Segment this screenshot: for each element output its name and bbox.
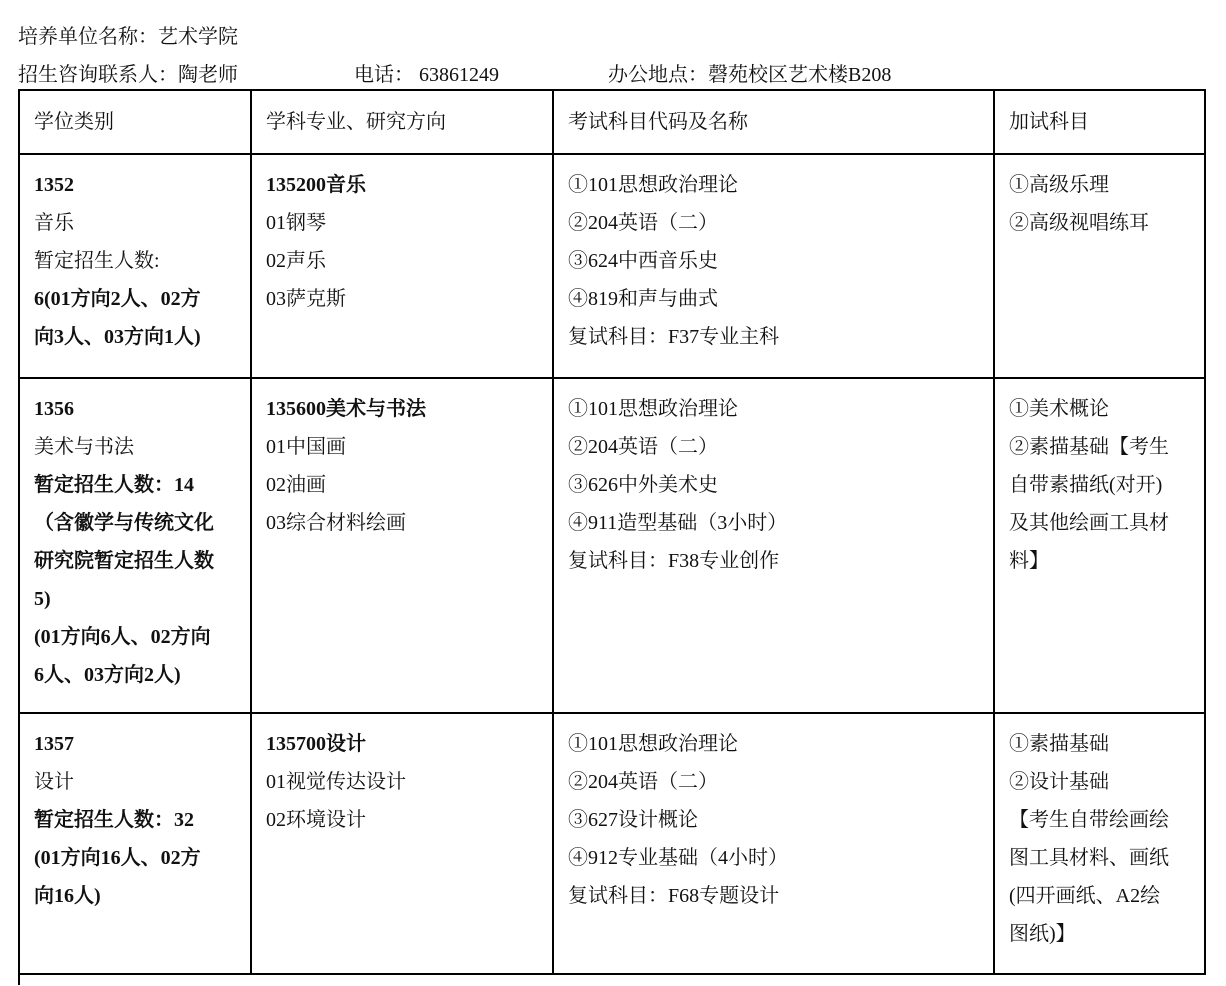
- major-direction-cell: [251, 378, 553, 713]
- cell-line: 01钢琴: [266, 212, 326, 234]
- major-direction-cell: [251, 154, 553, 378]
- cell-line: 图工具材料、画纸: [1009, 847, 1169, 869]
- column-header: 考试科目代码及名称: [553, 90, 994, 154]
- cell-line: 复试科目：F68专题设计: [568, 885, 780, 907]
- cell-line: ③627设计概论: [568, 809, 698, 831]
- cell-line: 03萨克斯: [266, 288, 346, 310]
- extra-subjects-cell: [994, 378, 1205, 713]
- cell-line: ③626中外美术史: [568, 474, 718, 496]
- major-direction-cell: [251, 713, 553, 974]
- cell-line: ④819和声与曲式: [568, 288, 718, 310]
- cell-line: ④911造型基础（3小时）: [568, 512, 788, 534]
- office-location: 办公地点：磬苑校区艺术楼B208: [608, 64, 892, 86]
- cell-line: 复试科目：F38专业创作: [568, 550, 780, 572]
- cell-line: 向16人): [34, 885, 101, 907]
- cell-line: 料】: [1009, 550, 1049, 572]
- degree-category-cell: [19, 713, 251, 974]
- cell-line: ②204英语（二）: [568, 436, 718, 458]
- column-header: 加试科目: [994, 90, 1205, 154]
- cell-line: 6(01方向2人、02方: [34, 288, 201, 310]
- cell-line: （含徽学与传统文化: [34, 512, 214, 534]
- cell-line: 01视觉传达设计: [266, 771, 406, 793]
- table-next-row: [19, 974, 1205, 985]
- cell-line: 1352: [34, 174, 74, 196]
- degree-category-cell: [19, 378, 251, 713]
- exam-subjects-cell: [553, 713, 994, 974]
- cell-line: ②设计基础: [1009, 771, 1109, 793]
- cell-line: ①101思想政治理论: [568, 398, 738, 420]
- cell-line: 02环境设计: [266, 809, 366, 831]
- cell-line: 美术与书法: [34, 436, 134, 458]
- cell-line: 1357: [34, 733, 74, 755]
- cell-line: (01方向16人、02方: [34, 847, 201, 869]
- table-header-row: [19, 90, 1205, 154]
- cell-line: ①101思想政治理论: [568, 733, 738, 755]
- cell-line: ②204英语（二）: [568, 212, 718, 234]
- cell-line: 6人、03方向2人): [34, 664, 181, 686]
- cell-line: ②素描基础【考生: [1009, 436, 1169, 458]
- cell-line: (四开画纸、A2绘: [1009, 885, 1161, 907]
- cell-line: (01方向6人、02方向: [34, 626, 211, 648]
- cell-line: 02声乐: [266, 250, 326, 272]
- cell-line: 02油画: [266, 474, 326, 496]
- contact-person: 招生咨询联系人：陶老师: [18, 64, 238, 86]
- cell-line: 暂定招生人数：14: [34, 474, 194, 496]
- cell-line: 135600美术与书法: [266, 398, 426, 420]
- cell-line: 暂定招生人数:: [34, 250, 160, 272]
- exam-subjects-cell: [553, 154, 994, 378]
- cell-line: 研究院暂定招生人数: [34, 550, 214, 572]
- training-unit-name: 培养单位名称：艺术学院: [18, 26, 238, 48]
- cell-line: 图纸)】: [1009, 923, 1076, 945]
- cell-line: ①101思想政治理论: [568, 174, 738, 196]
- column-header: 学位类别: [19, 90, 251, 154]
- table-row: [19, 713, 1205, 974]
- cell-line: 【考生自带绘画绘: [1009, 809, 1169, 831]
- cell-line: 135700设计: [266, 733, 366, 755]
- cell-line: 向3人、03方向1人): [34, 326, 201, 348]
- cell-line: 01中国画: [266, 436, 346, 458]
- cell-line: 5): [34, 588, 51, 610]
- cell-line: 135200音乐: [266, 174, 366, 196]
- cell-line: ④912专业基础（4小时）: [568, 847, 788, 869]
- cell-line: ①素描基础: [1009, 733, 1109, 755]
- cell-line: 及其他绘画工具材: [1009, 512, 1169, 534]
- cell-line: ①高级乐理: [1009, 174, 1109, 196]
- cell-line: ②204英语（二）: [568, 771, 718, 793]
- column-header: 学科专业、研究方向: [251, 90, 553, 154]
- cell-line: 音乐: [34, 212, 74, 234]
- extra-subjects-cell: [994, 154, 1205, 378]
- cell-line: 03综合材料绘画: [266, 512, 406, 534]
- cell-line: 设计: [34, 771, 74, 793]
- exam-subjects-cell: [553, 378, 994, 713]
- extra-subjects-cell: [994, 713, 1205, 974]
- cell-line: ③624中西音乐史: [568, 250, 718, 272]
- cell-line: ①美术概论: [1009, 398, 1109, 420]
- cell-line: ②高级视唱练耳: [1009, 212, 1149, 234]
- degree-category-cell: [19, 154, 251, 378]
- admission-table: [18, 89, 1206, 985]
- phone-number: 电话： 63861249: [354, 64, 499, 86]
- cell-line: 自带素描纸(对开): [1009, 474, 1163, 496]
- table-row: [19, 378, 1205, 713]
- cell-line: 复试科目：F37专业主科: [568, 326, 780, 348]
- cell-line: 1356: [34, 398, 74, 420]
- table-row: [19, 154, 1205, 378]
- next-row-cell: [19, 974, 1205, 985]
- cell-line: 暂定招生人数：32: [34, 809, 194, 831]
